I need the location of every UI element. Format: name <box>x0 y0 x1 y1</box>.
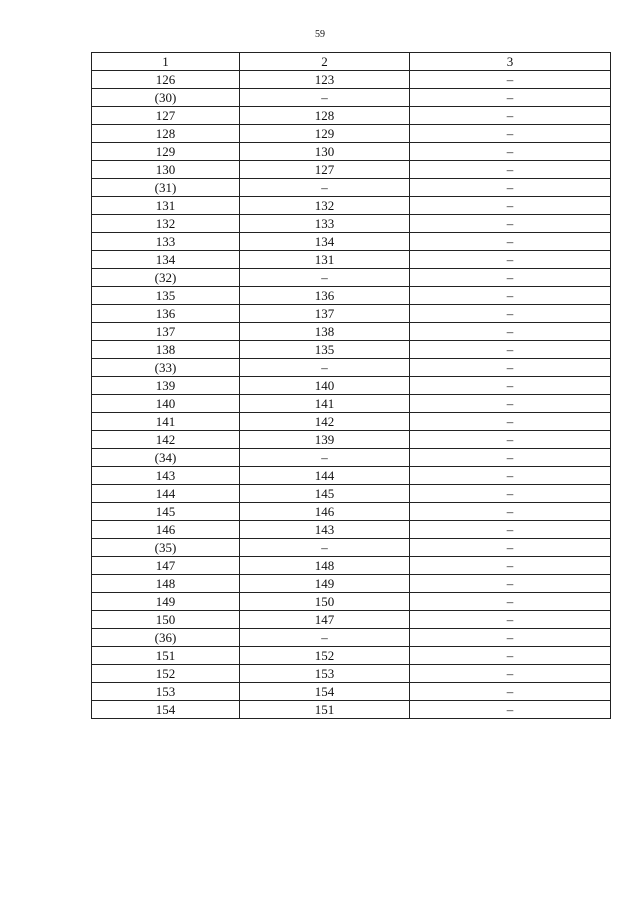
table-row <box>92 467 611 485</box>
table-cell-col-3: – <box>410 179 611 197</box>
table-cell-col-1: 126 <box>92 71 240 89</box>
table-cell-col-1: 147 <box>92 557 240 575</box>
table-row <box>92 197 611 215</box>
table-row <box>92 593 611 611</box>
table-cell-col-2: 127 <box>240 161 410 179</box>
table-row <box>92 575 611 593</box>
table-cell-col-2: 135 <box>240 341 410 359</box>
table-cell-col-3: – <box>410 593 611 611</box>
table-cell-col-2: 128 <box>240 107 410 125</box>
table-row <box>92 71 611 89</box>
table-row <box>92 323 611 341</box>
table-row <box>92 269 611 287</box>
table-cell-col-1: 141 <box>92 413 240 431</box>
table-cell-col-1: 152 <box>92 665 240 683</box>
table-cell-col-3: – <box>410 413 611 431</box>
table-cell-col-1: 144 <box>92 485 240 503</box>
table-cell-col-3: – <box>410 359 611 377</box>
table-cell-col-2: – <box>240 449 410 467</box>
table-cell-col-2: 142 <box>240 413 410 431</box>
table-row <box>92 701 611 719</box>
table-row <box>92 665 611 683</box>
table-cell-col-2: 134 <box>240 233 410 251</box>
table-cell-col-2: – <box>240 359 410 377</box>
table-row <box>92 233 611 251</box>
column-header-3: 3 <box>410 53 611 71</box>
table-cell-col-1: (35) <box>92 539 240 557</box>
table-cell-col-3: – <box>410 701 611 719</box>
table-cell-col-3: – <box>410 341 611 359</box>
table-cell-col-2: – <box>240 179 410 197</box>
table-cell-col-2: 123 <box>240 71 410 89</box>
table-cell-col-1: 130 <box>92 161 240 179</box>
table-cell-col-1: 129 <box>92 143 240 161</box>
table-row <box>92 503 611 521</box>
table-row <box>92 377 611 395</box>
table-row <box>92 89 611 107</box>
table-cell-col-3: – <box>410 467 611 485</box>
table-cell-col-3: – <box>410 233 611 251</box>
table-row <box>92 629 611 647</box>
table-cell-col-2: 133 <box>240 215 410 233</box>
table-cell-col-1: 140 <box>92 395 240 413</box>
table-cell-col-3: – <box>410 539 611 557</box>
table-cell-col-3: – <box>410 251 611 269</box>
table-cell-col-2: 130 <box>240 143 410 161</box>
table-cell-col-1: 150 <box>92 611 240 629</box>
table-cell-col-2: 141 <box>240 395 410 413</box>
table-cell-col-1: 154 <box>92 701 240 719</box>
table-cell-col-1: 145 <box>92 503 240 521</box>
table-cell-col-1: 138 <box>92 341 240 359</box>
table-cell-col-2: 147 <box>240 611 410 629</box>
table-cell-col-2: 132 <box>240 197 410 215</box>
table-cell-col-3: – <box>410 305 611 323</box>
table-cell-col-2: – <box>240 539 410 557</box>
table-cell-col-1: 128 <box>92 125 240 143</box>
table-cell-col-1: (36) <box>92 629 240 647</box>
table-cell-col-2: 145 <box>240 485 410 503</box>
table-cell-col-3: – <box>410 107 611 125</box>
table-row <box>92 683 611 701</box>
table-row <box>92 161 611 179</box>
table-cell-col-3: – <box>410 395 611 413</box>
table-cell-col-2: 144 <box>240 467 410 485</box>
table-cell-col-2: 149 <box>240 575 410 593</box>
table-row <box>92 485 611 503</box>
table-cell-col-3: – <box>410 197 611 215</box>
table-row <box>92 287 611 305</box>
table-row <box>92 521 611 539</box>
table-cell-col-1: 151 <box>92 647 240 665</box>
table-cell-col-2: 138 <box>240 323 410 341</box>
table-header-row <box>92 53 611 71</box>
table-cell-col-3: – <box>410 611 611 629</box>
table-cell-col-3: – <box>410 575 611 593</box>
table-cell-col-1: 139 <box>92 377 240 395</box>
page-number: 59 <box>315 29 325 40</box>
table-row <box>92 611 611 629</box>
table-row <box>92 251 611 269</box>
table-cell-col-1: 137 <box>92 323 240 341</box>
table-cell-col-3: – <box>410 377 611 395</box>
table-row <box>92 305 611 323</box>
table-cell-col-1: 131 <box>92 197 240 215</box>
table-cell-col-3: – <box>410 71 611 89</box>
table-cell-col-3: – <box>410 557 611 575</box>
table-cell-col-3: – <box>410 629 611 647</box>
table-cell-col-2: 137 <box>240 305 410 323</box>
table-cell-col-2: 131 <box>240 251 410 269</box>
table-cell-col-2: 150 <box>240 593 410 611</box>
table-row <box>92 557 611 575</box>
table-cell-col-3: – <box>410 647 611 665</box>
table-cell-col-1: (31) <box>92 179 240 197</box>
table-cell-col-3: – <box>410 125 611 143</box>
table-cell-col-1: (33) <box>92 359 240 377</box>
table-row <box>92 215 611 233</box>
table-cell-col-1: 135 <box>92 287 240 305</box>
table-cell-col-2: 154 <box>240 683 410 701</box>
table-row <box>92 413 611 431</box>
table-cell-col-3: – <box>410 287 611 305</box>
table-cell-col-3: – <box>410 683 611 701</box>
table-cell-col-3: – <box>410 485 611 503</box>
table-cell-col-2: – <box>240 269 410 287</box>
table-cell-col-1: 149 <box>92 593 240 611</box>
table-cell-col-2: 139 <box>240 431 410 449</box>
column-header-2: 2 <box>240 53 410 71</box>
table-cell-col-1: 136 <box>92 305 240 323</box>
table-cell-col-2: 152 <box>240 647 410 665</box>
table-cell-col-3: – <box>410 323 611 341</box>
table-cell-col-2: 146 <box>240 503 410 521</box>
table-cell-col-1: (30) <box>92 89 240 107</box>
table-cell-col-1: 133 <box>92 233 240 251</box>
table-cell-col-2: 136 <box>240 287 410 305</box>
table-cell-col-3: – <box>410 269 611 287</box>
table-cell-col-2: 140 <box>240 377 410 395</box>
table-cell-col-2: 129 <box>240 125 410 143</box>
table-cell-col-1: 127 <box>92 107 240 125</box>
column-header-1: 1 <box>92 53 240 71</box>
table-row <box>92 179 611 197</box>
table-row <box>92 449 611 467</box>
table-cell-col-3: – <box>410 89 611 107</box>
table-cell-col-1: (34) <box>92 449 240 467</box>
table-cell-col-3: – <box>410 449 611 467</box>
table-row <box>92 143 611 161</box>
table-cell-col-2: 143 <box>240 521 410 539</box>
table-row <box>92 359 611 377</box>
table-cell-col-2: – <box>240 629 410 647</box>
table-cell-col-1: 142 <box>92 431 240 449</box>
table-cell-col-3: – <box>410 215 611 233</box>
table-cell-col-1: 153 <box>92 683 240 701</box>
table-cell-col-3: – <box>410 143 611 161</box>
table-cell-col-1: 134 <box>92 251 240 269</box>
table-row <box>92 107 611 125</box>
table-cell-col-1: 132 <box>92 215 240 233</box>
table-row <box>92 395 611 413</box>
table-row <box>92 539 611 557</box>
table-body <box>92 71 611 719</box>
table-row <box>92 431 611 449</box>
table-cell-col-3: – <box>410 161 611 179</box>
table-cell-col-1: 143 <box>92 467 240 485</box>
table-cell-col-3: – <box>410 665 611 683</box>
table-cell-col-2: 153 <box>240 665 410 683</box>
table-cell-col-2: – <box>240 89 410 107</box>
table-row <box>92 125 611 143</box>
table-cell-col-2: 148 <box>240 557 410 575</box>
data-table <box>91 52 611 719</box>
table-row <box>92 647 611 665</box>
table-cell-col-1: (32) <box>92 269 240 287</box>
table-cell-col-3: – <box>410 521 611 539</box>
table-row <box>92 341 611 359</box>
table-cell-col-3: – <box>410 503 611 521</box>
table-cell-col-1: 148 <box>92 575 240 593</box>
table-cell-col-2: 151 <box>240 701 410 719</box>
table-cell-col-3: – <box>410 431 611 449</box>
table-cell-col-1: 146 <box>92 521 240 539</box>
